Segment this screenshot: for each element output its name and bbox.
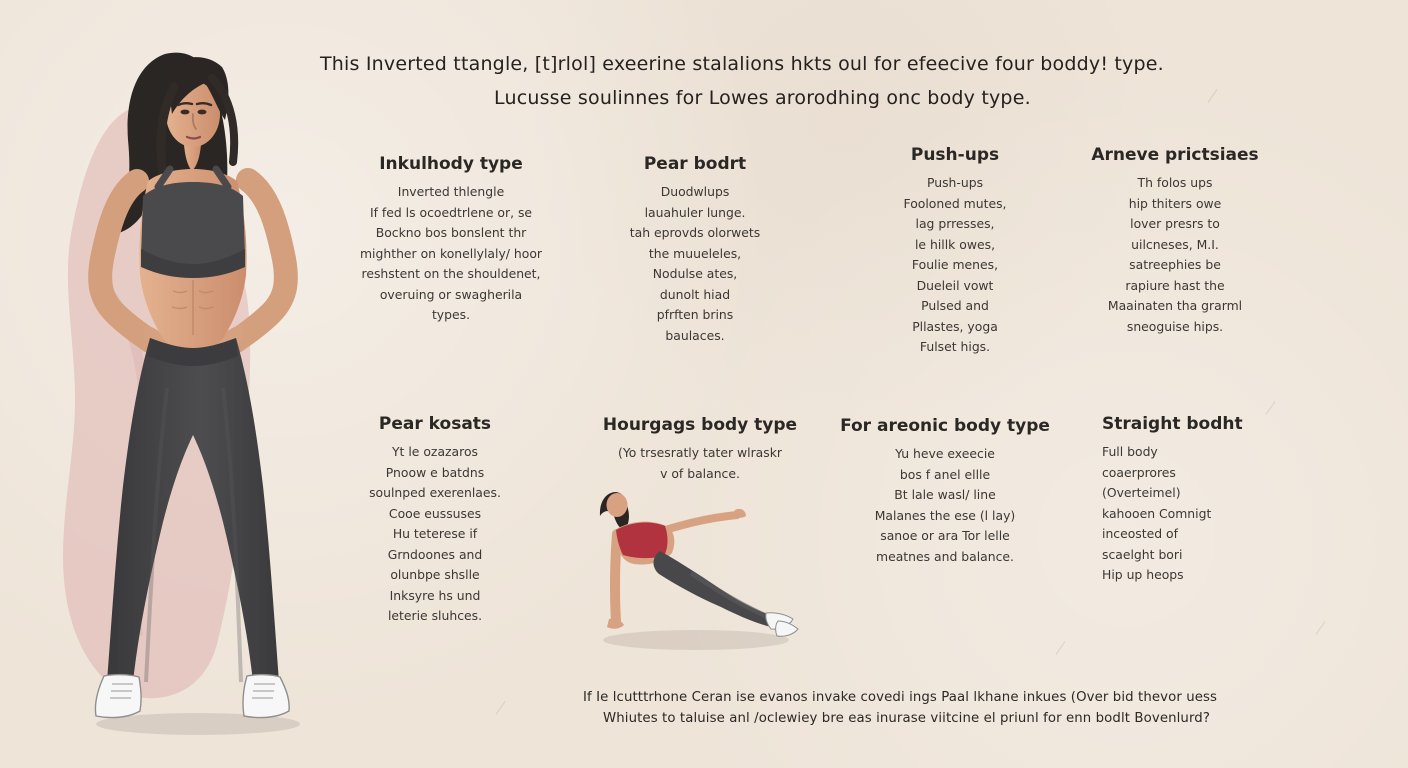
section-line: Pnoow e batdns [385, 464, 485, 480]
section-line: inceosted of [1102, 526, 1178, 541]
section-line: Push-ups [926, 175, 984, 190]
section-line: Malanes the ese (l lay) [874, 507, 1016, 523]
section-line: sneoguise hips. [1126, 318, 1224, 334]
section-line: Nodulse ates, [652, 266, 738, 281]
section-line: lover presrs to [1130, 216, 1220, 231]
section-line: Fooloned mutes, [903, 195, 1007, 211]
section-line: Dueleil vowt [916, 277, 994, 293]
section-line: (Overteimel) [1102, 485, 1181, 500]
section-line: types. [431, 307, 471, 322]
section-line: overuing or swagherila [379, 286, 523, 302]
section-pear-bodrt [600, 154, 790, 343]
section-body [346, 184, 556, 323]
section-line: hip thiters owe [1128, 195, 1222, 211]
section-line: Yt le ozazaros [391, 444, 478, 459]
section-line: Full body [1102, 444, 1158, 459]
section-line: Pllastes, yoga [912, 318, 998, 334]
section-title: Pear kosats [378, 414, 492, 434]
section-pear-kosats [340, 414, 530, 624]
section-line: lauahuler lunge. [644, 204, 746, 220]
shoe-front [776, 621, 798, 636]
section-body [1102, 444, 1262, 583]
section-line: Pulsed and [921, 298, 989, 313]
section-line: leterie sluhces. [387, 608, 483, 623]
left-eye [181, 110, 190, 115]
section-line: rapiure hast the [1125, 277, 1225, 293]
section-title: Push-ups [910, 145, 1000, 165]
section-line: olunbpe shslle [390, 567, 480, 582]
section-line: Fulset higs. [919, 339, 991, 354]
section-title: For areonic body type [840, 416, 1050, 436]
section-line: le hillk owes, [914, 236, 996, 252]
support-hand [607, 619, 624, 629]
section-line: Grndoones and [387, 546, 483, 562]
section-title: Inkulhody type [379, 154, 523, 174]
section-body [600, 184, 790, 343]
section-arneve-prictsiaes [1080, 145, 1270, 334]
section-inkulhody-type [346, 154, 556, 323]
footer-line: If Ie lcutttrhone Ceran ise evanos invake covedi ings Paal lkhane inkues (Over bid thevor uess [583, 690, 1218, 705]
section-push-ups [860, 145, 1050, 355]
left-shoe [95, 675, 141, 718]
raised-hand [733, 509, 746, 518]
section-line: Maainaten tha grarml [1107, 298, 1243, 313]
subheadline: Lucusse soulinnes for Lowes arorodhing onc body type. [494, 87, 1031, 109]
section-line: Hu teterese if [392, 526, 478, 541]
section-line: Duodwlups [660, 184, 730, 199]
section-line: Hip up heops [1102, 567, 1184, 582]
section-for-areonic-body-type [840, 416, 1050, 564]
section-line: uilcneses, M.I. [1131, 236, 1219, 252]
right-eye [198, 110, 207, 115]
section-title: Straight bodht [1102, 414, 1243, 434]
section-line: Inverted thlengle [397, 184, 505, 199]
section-line: scaelght bori [1102, 546, 1183, 562]
section-line: Yu heve exeecie [895, 446, 995, 461]
section-line: If fed ls ocoedtrlene or, se [369, 204, 533, 220]
face [607, 493, 628, 517]
section-line: meatnes and balance. [876, 548, 1014, 564]
floor-shadow [603, 630, 789, 650]
section-line: pfrften brins [656, 307, 734, 322]
section-line: soulnped exerenlaes. [369, 485, 501, 500]
footer-line: Whiutes to taluise anl /oclewiey bre eas inurase viitcine el priunl for enn bodlt Bovenlurd? [603, 711, 1210, 726]
section-line: Th folos ups [1137, 175, 1213, 190]
section-line: Inksyre hs und [389, 587, 481, 603]
section-line: reshstent on the shouldenet, [361, 266, 541, 281]
section-straight-bodht [1102, 414, 1262, 583]
section-line: the muueleles, [648, 245, 742, 261]
section-body [860, 175, 1050, 355]
section-body [840, 446, 1050, 564]
section-line: lag prresses, [915, 216, 995, 231]
section-line: (Yo trsesratly tater wlraskr [618, 445, 782, 460]
side-plank-illustration [595, 476, 805, 652]
section-line: sanoe or ara Tor lelle [880, 528, 1010, 543]
section-line: mighther on konellylaly/ hoor [359, 245, 542, 261]
section-line: dunolt hiad [659, 286, 731, 302]
section-title: Pear bodrt [643, 154, 747, 174]
right-shoe [243, 675, 289, 718]
section-title: Hourgags body type [602, 415, 798, 435]
woman-standing-illustration [42, 36, 342, 740]
section-line: Bt lale wasl/ line [894, 487, 996, 502]
section-line: kahooen Comnigt [1102, 505, 1212, 521]
section-line: satreephies be [1129, 257, 1221, 272]
section-line: bos f anel ellle [899, 466, 991, 482]
section-body [340, 444, 530, 624]
section-body [1080, 175, 1270, 334]
section-line: baulaces. [665, 327, 725, 343]
section-line: v of balance. [660, 465, 740, 481]
section-line: Bockno bos bonslent thr [375, 225, 527, 240]
section-line: Cooe eussuses [388, 505, 482, 521]
section-hourgags-body-type [600, 415, 800, 481]
section-line: coaerprores [1102, 464, 1176, 480]
section-line: Foulie menes, [911, 257, 999, 272]
section-title: Arneve prictsiaes [1091, 145, 1259, 165]
headline: This Inverted ttangle, [t]rlol] exeerine stalalions hkts oul for efeecive four boddy! type. [320, 53, 1164, 75]
section-line: tah eprovds olorwets [629, 225, 761, 240]
support-arm [615, 534, 617, 621]
